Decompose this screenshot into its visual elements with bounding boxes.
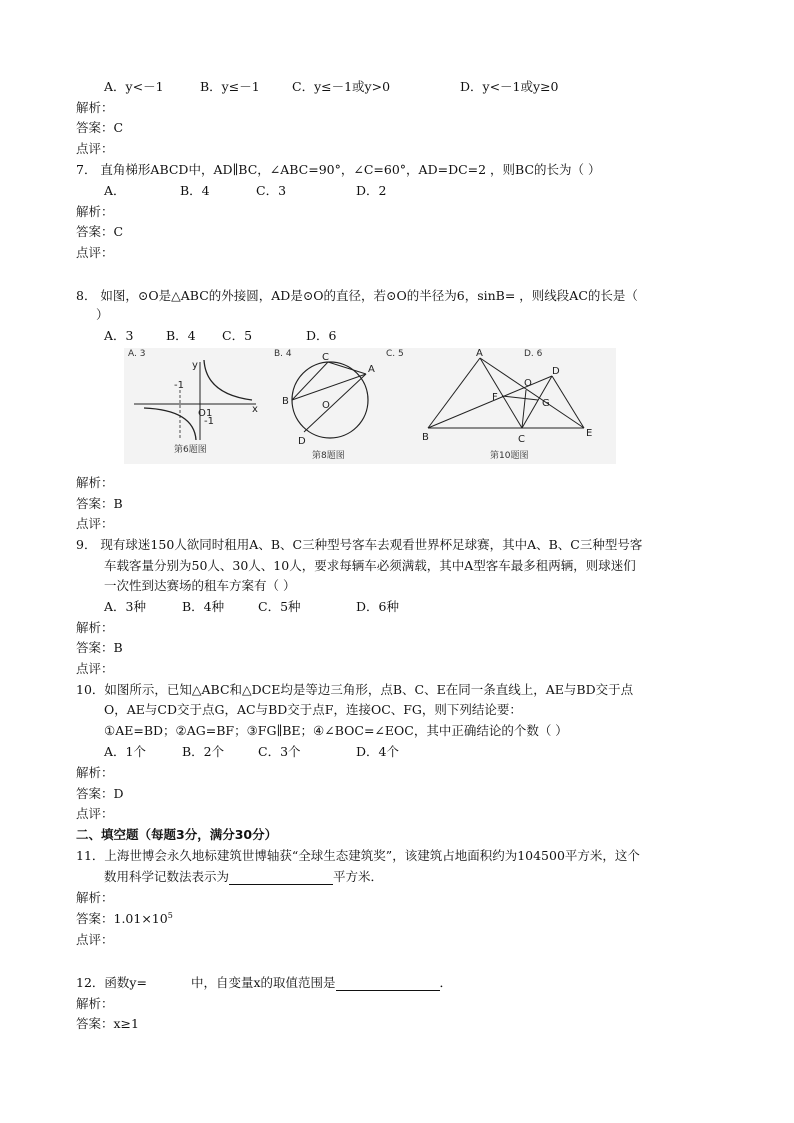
q11-answer xyxy=(76,911,173,927)
fig6-caption: 第6题图 xyxy=(174,445,207,455)
fragment-b: B. 4 xyxy=(274,349,292,359)
q7-analysis: 解析： xyxy=(76,204,114,219)
q12-stem-before: 12．函数y= xyxy=(76,975,147,990)
q9-option-d: D．6种 xyxy=(356,599,399,614)
fig6-label-1: 1 xyxy=(206,408,213,419)
figure-8 xyxy=(282,352,375,461)
fig6-curve-right xyxy=(204,360,252,400)
q11-analysis: 解析： xyxy=(76,890,114,905)
figures-svg xyxy=(124,348,616,464)
q8-comment: 点评： xyxy=(76,516,114,531)
fig6-label-neg1b: -1 xyxy=(204,416,214,427)
q10-analysis: 解析： xyxy=(76,765,114,780)
q12-stem-after: ． xyxy=(439,975,453,990)
fig10-bd xyxy=(428,376,552,428)
q7-option-a: A． xyxy=(104,183,126,198)
figure-10-labels xyxy=(422,348,592,461)
q10-option-c: C．3个 xyxy=(258,744,301,759)
fig8-diameter-ad xyxy=(304,374,366,432)
fragment-a: A. 3 xyxy=(128,349,146,359)
q6-option-c: C．y≤－1或y>0 xyxy=(292,79,391,94)
fragment-c: C. 5 xyxy=(386,349,404,359)
fig8-label-b: B xyxy=(282,396,289,407)
q10-option-d: D．4个 xyxy=(356,744,399,759)
q8-answer: 答案：B xyxy=(76,496,123,511)
q6-answer: 答案：C xyxy=(76,120,124,135)
q8-stem-line2: ） xyxy=(96,307,109,322)
fig8-caption: 第8题图 xyxy=(312,451,345,461)
q11-stem-line2-after: 平方米． xyxy=(333,869,384,884)
q6-comment: 点评： xyxy=(76,141,114,156)
fig6-label-x: x xyxy=(252,404,258,415)
q10-comment: 点评： xyxy=(76,806,114,821)
q10-stem-line2: O，AE与CD交于点G，AC与BD交于点F，连接OC、FG，则下列结论要： xyxy=(104,702,522,717)
geometry-figures xyxy=(124,348,616,464)
q7-stem: 7． 直角梯形ABCD中，AD∥BC，∠ABC=90°，∠C=60°，AD=DC=2 ，则BC的长为（ ） xyxy=(76,162,601,177)
figure-10 xyxy=(428,358,584,428)
q9-stem-line2: 车载客量分别为50人、30人、10人，要求每辆车必须满载，其中A型客车最多租两辆，则球迷们 xyxy=(104,558,636,573)
q7-option-c: C．3 xyxy=(256,183,287,198)
q7-option-b: B．4 xyxy=(180,183,210,198)
q11-stem-line1: 11．上海世博会永久地标建筑世博轴获“全球生态建筑奖”，该建筑占地面积约为104500平方米，这个 xyxy=(76,848,640,863)
q11-stem-line2-before: 数用科学记数法表示为 xyxy=(104,869,230,884)
q9-comment: 点评： xyxy=(76,661,114,676)
q8-option-d: D．6 xyxy=(306,328,337,343)
q10-answer: 答案：D xyxy=(76,786,124,801)
q6-option-a: A．y<－1 xyxy=(104,79,164,94)
fig10-caption: 第10题图 xyxy=(490,451,529,461)
fig6-label-y: y xyxy=(192,360,198,371)
q10-option-a: A．1个 xyxy=(104,744,146,759)
fig8-label-c: C xyxy=(322,352,329,363)
fig6-label-origin: O xyxy=(198,408,206,419)
q9-answer: 答案：B xyxy=(76,640,123,655)
q7-comment: 点评： xyxy=(76,245,114,260)
figure-6 xyxy=(134,360,258,455)
fig6-label-neg1: -1 xyxy=(174,380,184,391)
q6-option-b: B．y≤－1 xyxy=(200,79,260,94)
q11-stem-line2 xyxy=(104,869,383,885)
q6-option-d: D．y<－1或y≥0 xyxy=(460,79,559,94)
q9-option-b: B．4种 xyxy=(182,599,225,614)
q10-stem-line3: ①AE=BD；②AG=BF；③FG∥BE；④∠BOC=∠EOC，其中正确结论的个数（ ） xyxy=(104,723,568,738)
fig10-label-e: E xyxy=(586,428,593,439)
fig10-label-c: C xyxy=(518,434,525,445)
q9-analysis: 解析： xyxy=(76,620,114,635)
fig8-circle xyxy=(292,362,368,438)
q9-option-a: A．3种 xyxy=(104,599,146,614)
fig8-segment-ca xyxy=(328,362,366,374)
fig8-label-a: A xyxy=(368,364,375,375)
q12-stem xyxy=(76,975,452,991)
fig10-label-d: D xyxy=(552,366,560,377)
fragment-d: D. 6 xyxy=(524,349,543,359)
q12-answer: 答案：x≥1 xyxy=(76,1016,139,1031)
q11-answer-text: 答案：1.01×10 xyxy=(76,911,168,926)
fig10-fg xyxy=(502,396,538,400)
fig10-ac xyxy=(480,358,522,428)
q12-stem-middle: 中，自变量x的取值范围是 xyxy=(190,975,336,990)
fig8-label-d: D xyxy=(298,436,306,447)
fig10-label-f: F xyxy=(492,392,498,403)
q7-answer: 答案：C xyxy=(76,224,124,239)
q12-answer-blank xyxy=(336,977,440,991)
q10-stem-line1: 10．如图所示，已知△ABC和△DCE均是等边三角形，点B、C、E在同一条直线上，AE与BD交于点 xyxy=(76,682,634,697)
q6-analysis: 解析： xyxy=(76,100,114,115)
q10-option-b: B．2个 xyxy=(182,744,225,759)
fig10-label-a: A xyxy=(476,348,483,359)
q9-stem-line3: 一次性到达赛场的租车方案有（ ） xyxy=(104,578,296,593)
q8-option-b: B．4 xyxy=(166,328,196,343)
q11-answer-exponent: 5 xyxy=(167,911,173,920)
q9-stem-line1: 9． 现有球迷150人欲同时租用A、B、C三种型号客车去观看世界杯足球赛，其中A、B、C三种型号客 xyxy=(76,537,643,552)
q11-answer-blank xyxy=(229,871,333,885)
q8-option-a: A．3 xyxy=(104,328,134,343)
q8-option-c: C．5 xyxy=(222,328,253,343)
fig6-curve-left xyxy=(144,408,196,440)
fig10-label-o: O xyxy=(524,378,532,389)
fig10-label-b: B xyxy=(422,432,429,443)
q7-option-d: D．2 xyxy=(356,183,387,198)
q8-analysis: 解析： xyxy=(76,475,114,490)
section-2-title: 二、填空题（每题3分，满分30分） xyxy=(76,827,278,842)
fig10-label-g: G xyxy=(542,398,550,409)
q8-stem-line1: 8． 如图，⊙O是△ABC的外接圆，AD是⊙O的直径，若⊙O的半径为6，sinB= ，则线段AC的长是（ xyxy=(76,288,638,303)
q11-comment: 点评： xyxy=(76,932,114,947)
fig8-label-o: O xyxy=(322,400,330,411)
fig10-de xyxy=(552,376,584,428)
q12-analysis: 解析： xyxy=(76,996,114,1011)
q9-option-c: C．5种 xyxy=(258,599,301,614)
fig8-segment-ba xyxy=(292,374,366,400)
